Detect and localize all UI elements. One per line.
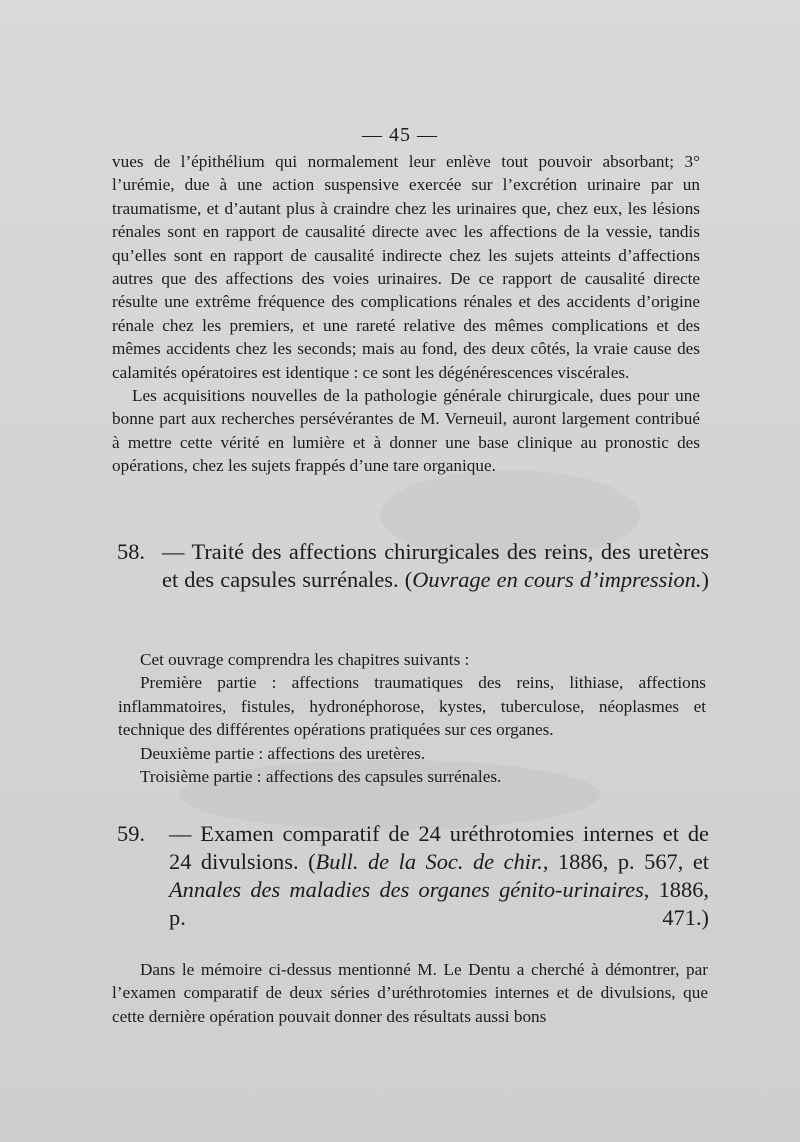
entry-59-title — [117, 820, 709, 960]
entry-number: 59. — [117, 821, 145, 846]
intro-text — [112, 150, 700, 478]
contents-line: Troisième partie : affections des capsules surrénales. — [140, 767, 502, 787]
contents-line: Première partie : affections traumatiques des reins, lithiase, affections inflammatoires, fistules, hydronéphorose, kystes, tuberculose, néoplasmes et technique des différentes opérations pratiquées sur ces organes. — [118, 673, 706, 740]
entry-59-paragraph: Dans le mémoire ci-dessus mentionné M. Le Dentu a cherché à démontrer, par l’examen comparatif de deux séries d’uréthrotomies internes et de divulsions, que cette dernière opération pouvait donner des résultats aussi bons — [112, 960, 708, 1026]
entry-59-text — [112, 958, 708, 1028]
entry-title-text: — Examen comparatif de 24 uréthrotomies internes et de 24 divulsions. (Bull. de la Soc. de chir., 1886, p. 567, et Annales des maladies des organes génito-urinaires, 1886, p. 471.) — [169, 821, 709, 930]
page-number: — 45 — — [362, 124, 438, 146]
contents-line: Deuxième partie : affections des uretères. — [140, 743, 426, 763]
entry-58-contents — [118, 648, 706, 788]
entry-number: 58. — [117, 539, 145, 564]
intro-paragraph-1: vues de l’épithélium qui normalement leur enlève tout pouvoir absorbant; 3° l’urémie, due à une action suspensive exercée sur l’excrétion urinaire par un traumatisme, et d’autant plus à craindre chez les urinaires que, chez eux, les lésions rénales sont en rapport de causalité directe avec les affections de la vessie, tandis qu’elles sont en rapport de causalité indirecte chez les sujets atteints d’affections autres que des affections des voies urinaires. De ce rapport de causalité directe résulte une extrême fréquence des complications rénales et des accidents d’origine rénale chez les premiers, et une rareté relative des mêmes complications et des mêmes accidents chez les seconds; mais au fond, des deux côtés, la vraie cause des calamités opératoires est identique : ce sont les dégénérescences viscérales. — [112, 152, 700, 382]
contents-line: Cet ouvrage comprendra les chapitres suivants : — [140, 650, 470, 669]
entry-title-text: — Traité des affections chirurgicales des reins, des uretères et des capsules surrénales. (Ouvrage en cours d’impression.) — [162, 539, 709, 592]
intro-paragraph-2: Les acquisitions nouvelles de la pathologie générale chirurgicale, dues pour une bonne part aux recherches persévérantes de M. Verneuil, auront largement contribué à mettre cette vérité en lumière et à donner une base clinique au pronostic des opérations, chez les sujets frappés d’une tare organique. — [112, 386, 700, 476]
entry-58-title — [117, 538, 709, 622]
